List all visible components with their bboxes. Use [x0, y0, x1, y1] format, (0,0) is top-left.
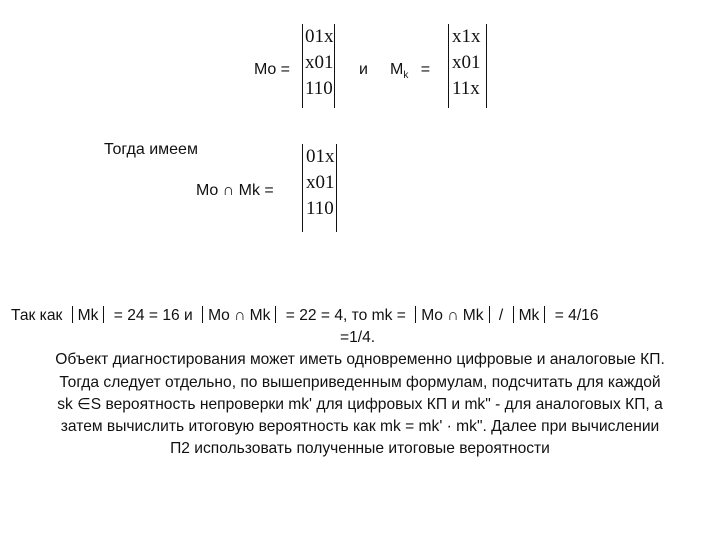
matrix-row: 11x: [452, 78, 480, 99]
mk-equals: =: [420, 61, 431, 78]
mk-label: [390, 61, 430, 81]
matrix-row: x1x: [452, 26, 481, 47]
paragraph-line-4: Тогда следует отдельно, по вышеприведенным формулам, подсчитать для каждой: [59, 374, 661, 391]
text-segment: Mk: [77, 307, 99, 324]
abs-bar: [415, 306, 416, 323]
text-segment: /: [498, 307, 504, 324]
mk-matrix: [452, 24, 481, 102]
mo-matrix: [305, 24, 334, 102]
paragraph-line-5: sk ∈S вероятность непроверки mk' для цифровых КП и mk" - для аналоговых КП, а: [57, 396, 663, 413]
then-text: Тогда имеем: [104, 141, 198, 158]
abs-bar: [72, 306, 73, 323]
text-segment: Mo ∩ Mk: [421, 307, 484, 324]
abs-bar: [275, 306, 276, 323]
matrix-row: 110: [306, 198, 334, 219]
intersection-matrix-left-bar: [302, 144, 303, 232]
paragraph-line-1: [11, 304, 599, 328]
matrix-row: 01x: [306, 146, 335, 167]
matrix-row: 01x: [305, 26, 334, 47]
mk-matrix-right-bar: [486, 24, 487, 108]
abs-bar: [489, 306, 490, 323]
text-segment: = 24 = 16 и: [113, 307, 193, 324]
intersection-matrix-right-bar: [336, 144, 337, 232]
mo-label: Mo =: [254, 61, 291, 78]
abs-bar: [513, 306, 514, 323]
mk-matrix-left-bar: [448, 24, 449, 108]
mk-label-main: M: [390, 61, 404, 78]
paragraph-line-6: затем вычислить итоговую вероятность как mk = mk' · mk". Далее при вычислении: [60, 418, 660, 435]
abs-bar: [544, 306, 545, 323]
abs-bar: [202, 306, 203, 323]
matrix-row: x01: [305, 52, 334, 73]
paragraph-line-3: Объект диагностирования может иметь одновременно цифровые и аналоговые КП.: [55, 351, 665, 368]
text-segment: Mo ∩ Mk: [208, 307, 271, 324]
intersection-matrix: [306, 144, 335, 222]
text-segment: Так как: [11, 307, 63, 324]
paragraph-line-2: =1/4.: [340, 329, 376, 346]
and-label: и: [359, 61, 368, 78]
matrix-row: 110: [305, 78, 333, 99]
mo-matrix-right-bar: [334, 24, 335, 108]
text-segment: = 4/16: [554, 307, 599, 324]
abs-bar: [103, 306, 104, 323]
text-segment: Mk: [518, 307, 540, 324]
text-segment: = 22 = 4, то mk =: [285, 307, 406, 324]
intersection-label: Mo ∩ Mk =: [196, 182, 274, 199]
mo-matrix-left-bar: [302, 24, 303, 108]
paragraph-line-7: П2 использовать полученные итоговые вероятности: [170, 440, 550, 457]
matrix-row: x01: [452, 52, 481, 73]
mk-label-sub: k: [403, 70, 409, 82]
matrix-row: x01: [306, 172, 335, 193]
